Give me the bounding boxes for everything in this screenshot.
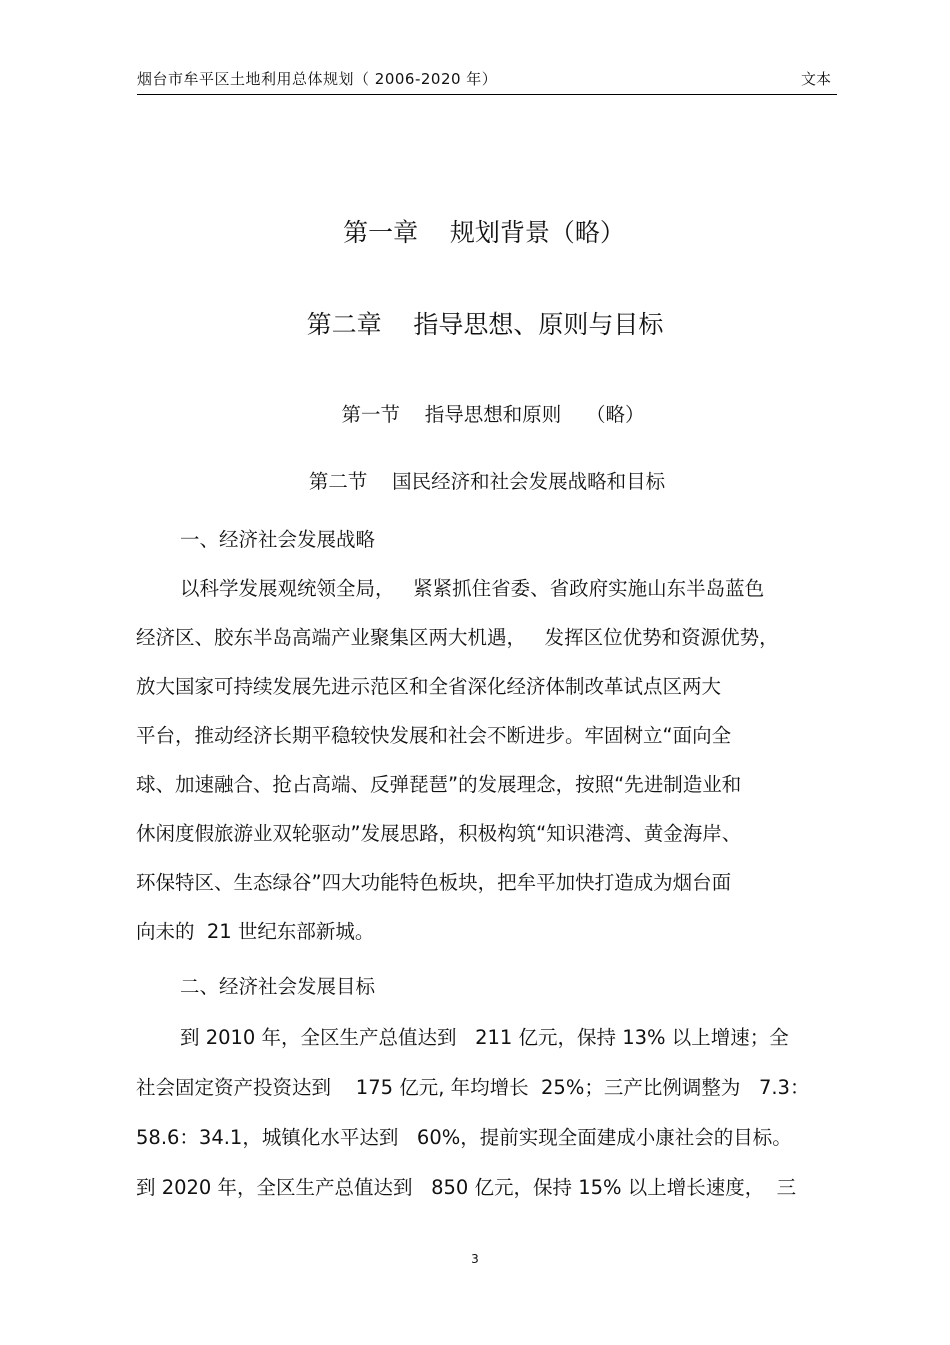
chapter-1-title: 第一章 规划背景（略） [343, 218, 625, 247]
header-doc-type: 文本 [800, 70, 831, 88]
paragraph-line: 58.6：34.1，城镇化水平达到 60%，提前实现全面建成小康社会的目标。 [136, 1126, 792, 1149]
page-number: 3 [471, 1252, 479, 1266]
paragraph-line: 放大国家可持续发展先进示范区和全省深化经济体制改革试点区两大 [136, 675, 722, 698]
paragraph-line: 经济区、胶东半岛高端产业聚集区两大机遇， 发挥区位优势和资源优势， [136, 626, 779, 649]
section-2-title: 第二节 国民经济和社会发展战略和目标 [308, 470, 666, 493]
paragraph-line: 向未的 21 世纪东部新城。 [136, 920, 375, 943]
paragraph-line: 平台，推动经济长期平稳较快发展和社会不断进步。牢固树立“面向全 [136, 724, 732, 747]
paragraph-line: 到 2010 年，全区生产总值达到 211 亿元，保持 13% 以上增速；全 [180, 1026, 789, 1049]
chapter-2-title: 第二章 指导思想、原则与目标 [306, 310, 664, 339]
paragraph-line: 到 2020 年，全区生产总值达到 850 亿元，保持 15% 以上增长速度， 三 [136, 1176, 797, 1199]
page-header [137, 66, 837, 95]
section-1-title: 第一节 指导思想和原则 （略） [341, 403, 645, 426]
header-title: 烟台市牟平区土地利用总体规划（ 2006-2020 年） [137, 70, 498, 88]
paragraph-line: 以科学发展观统领全局， 紧紧抓住省委、省政府实施山东半岛蓝色 [180, 577, 765, 600]
paragraph-line: 球、加速融合、抢占高端、反弹琵琶”的发展理念，按照“先进制造业和 [136, 773, 742, 796]
subheading-goals: 二、经济社会发展目标 [180, 975, 376, 998]
paragraph-line: 社会固定资产投资达到 175 亿元, 年均增长 25%；三产比例调整为 7.3： [136, 1076, 810, 1099]
paragraph-line: 休闲度假旅游业双轮驱动”发展思路，积极构筑“知识港湾、黄金海岸、 [136, 822, 742, 845]
paragraph-line: 环保特区、生态绿谷”四大功能特色板块，把牟平加快打造成为烟台面 [136, 871, 732, 894]
subheading-strategy: 一、经济社会发展战略 [180, 528, 376, 551]
